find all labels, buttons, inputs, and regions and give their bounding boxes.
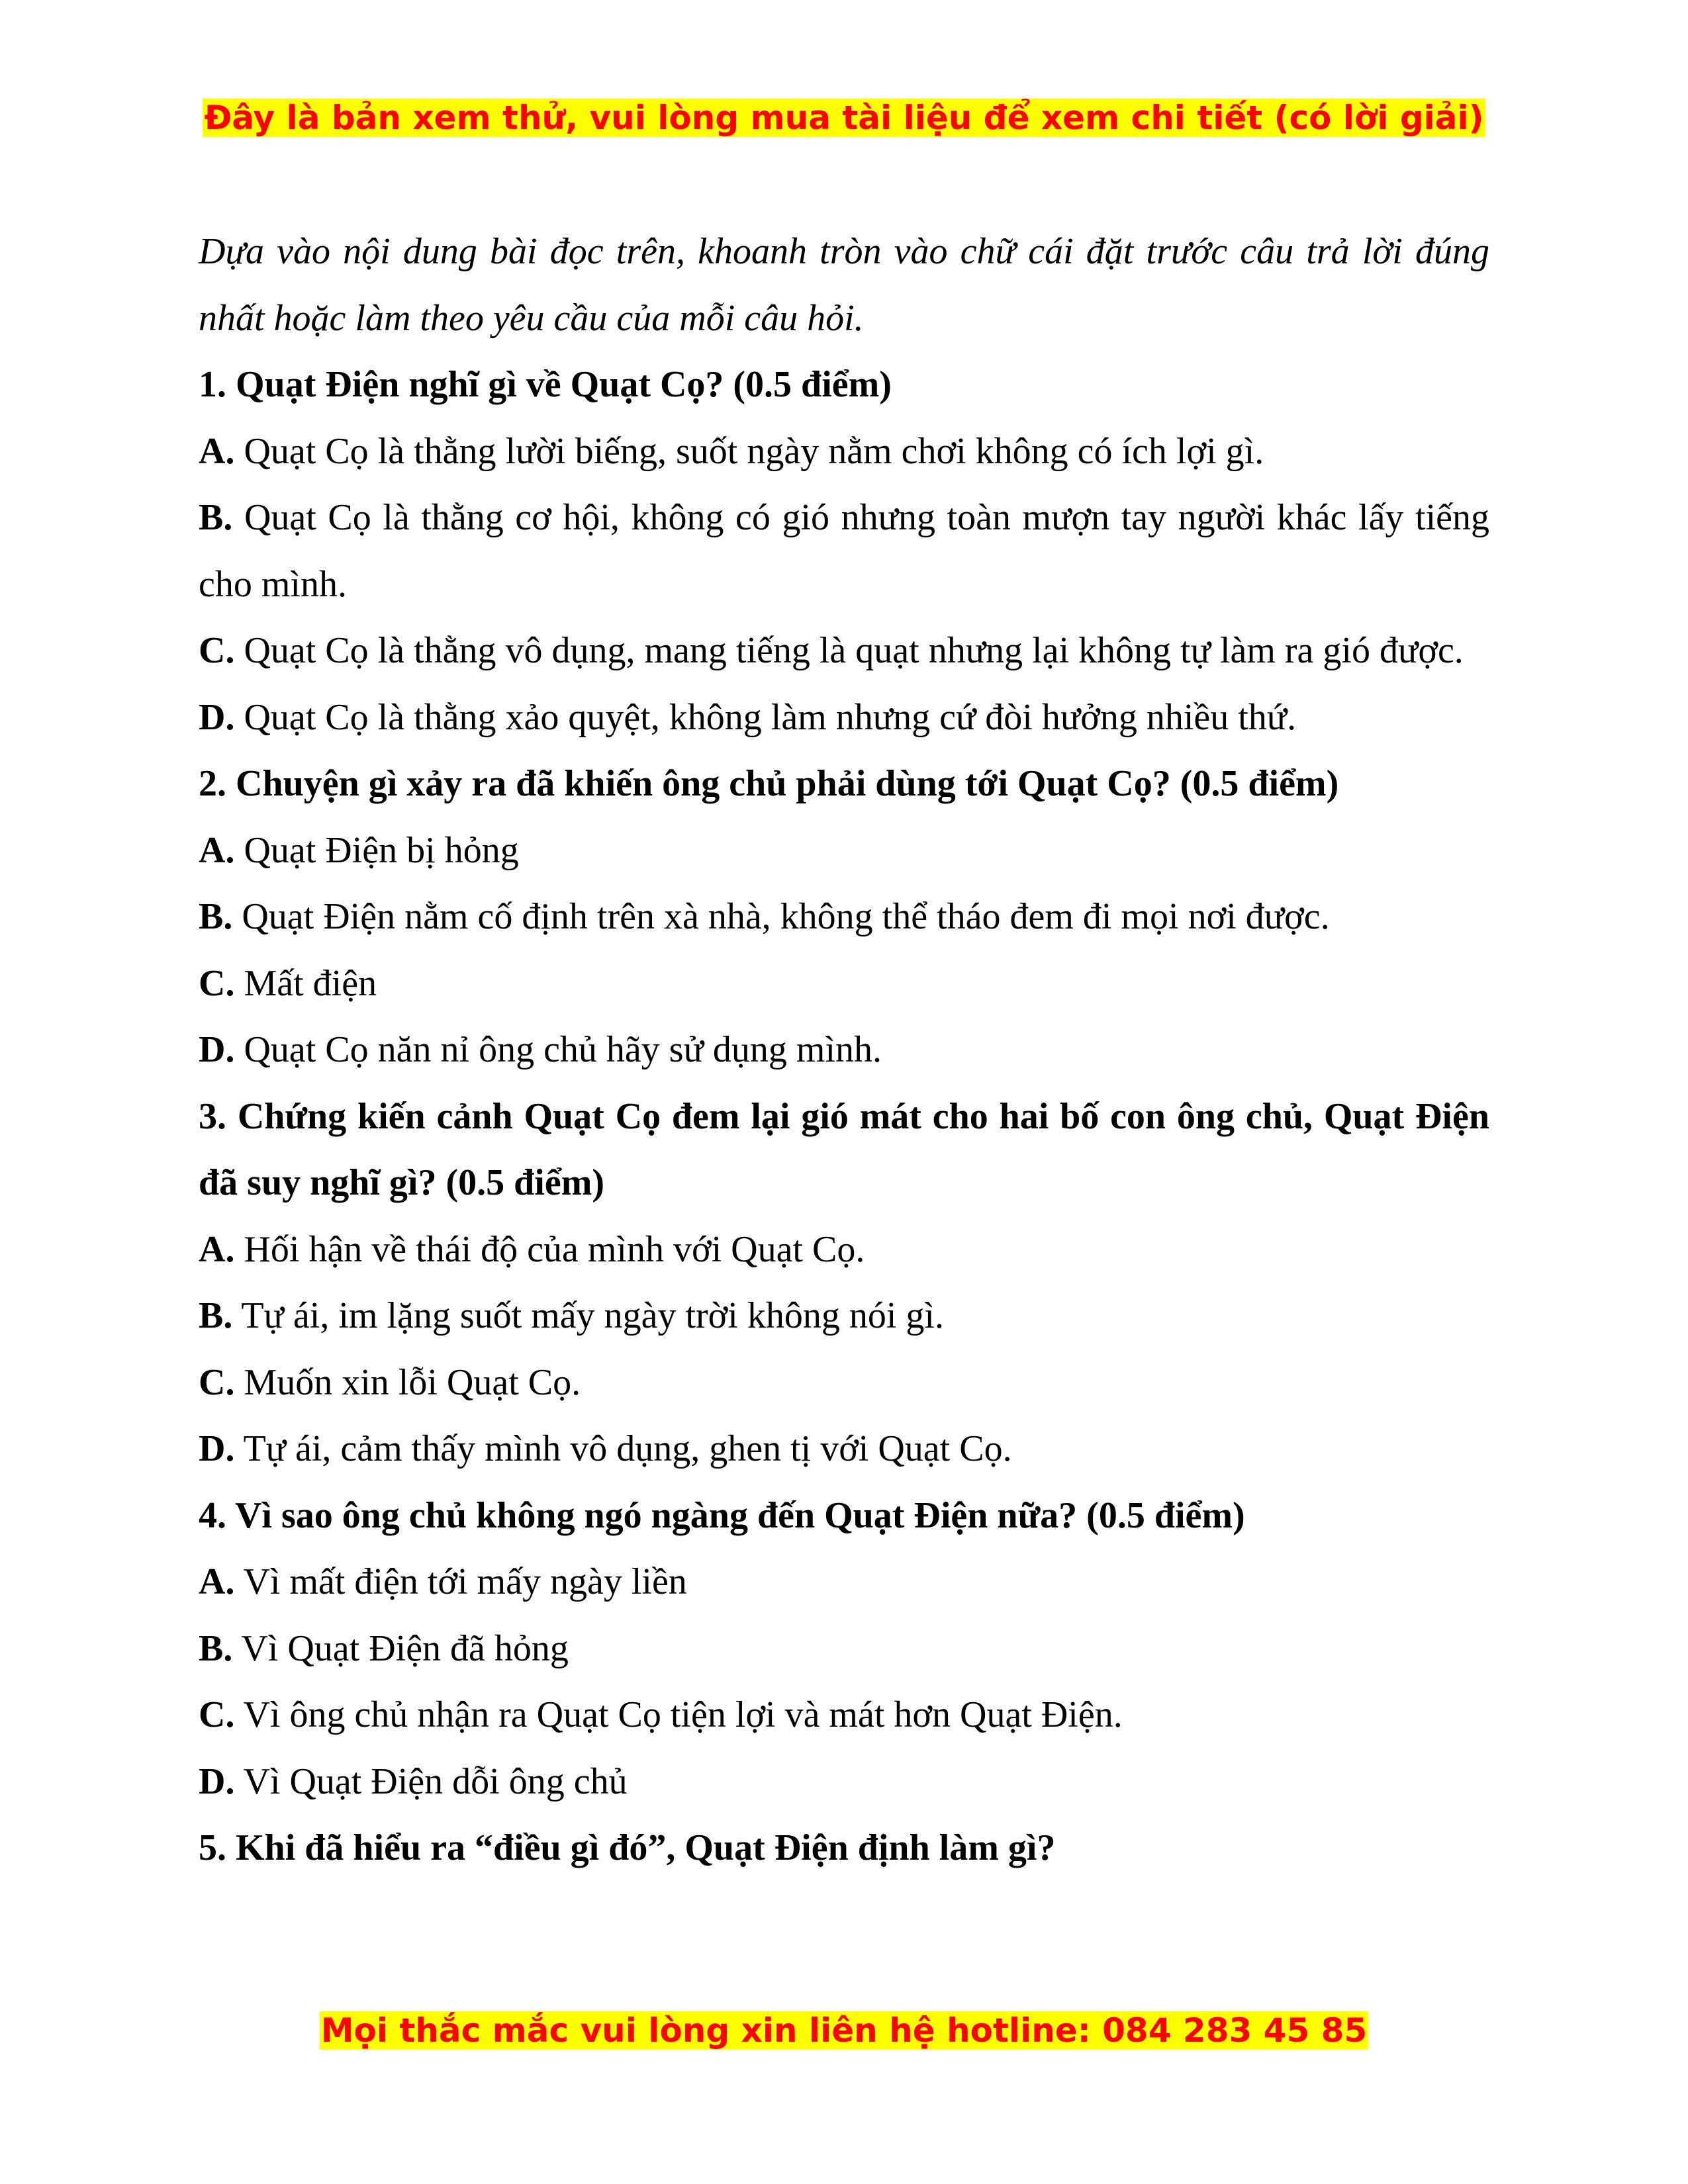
answer-option	[199, 1283, 1489, 1349]
option-letter: C.	[199, 630, 235, 671]
option-letter: A.	[199, 1228, 235, 1270]
question-title: 5. Khi đã hiểu ra “điều gì đó”, Quạt Điện định làm gì?	[199, 1827, 1056, 1868]
option-letter: B.	[199, 1295, 233, 1336]
answer-option	[199, 1349, 1489, 1416]
option-letter: C.	[199, 962, 235, 1004]
option-text: Quạt Cọ là thằng cơ hội, không có gió nhưng toàn mượn tay người khác lấy tiếng cho mình.	[199, 497, 1489, 605]
hotline-banner	[0, 2009, 1688, 2052]
option-letter: A.	[199, 430, 235, 472]
option-text: Quạt Cọ là thằng lười biếng, suốt ngày nằm chơi không có ích lợi gì.	[234, 430, 1264, 472]
hotline-text: Mọi thắc mắc vui lòng xin liên hệ hotline: 084 283 45 85	[320, 2011, 1368, 2050]
option-letter: C.	[199, 1694, 235, 1735]
question-title: 3. Chứng kiến cảnh Quạt Cọ đem lại gió mát cho hai bố con ông chủ, Quạt Điện đã suy nghĩ gì? (0.5 điểm)	[199, 1095, 1489, 1203]
option-text: Vì ông chủ nhận ra Quạt Cọ tiện lợi và mát hơn Quạt Điện.	[234, 1694, 1123, 1735]
answer-option	[199, 1749, 1489, 1815]
option-letter: A.	[199, 1561, 235, 1602]
answer-option	[199, 1682, 1489, 1749]
answer-option	[199, 617, 1489, 684]
option-text: Quạt Cọ năn nỉ ông chủ hãy sử dụng mình.	[234, 1029, 882, 1070]
answer-option	[199, 884, 1489, 950]
option-text: Vì Quạt Điện dỗi ông chủ	[234, 1760, 628, 1802]
answer-option	[199, 1017, 1489, 1083]
option-text: Quạt Điện nằm cố định trên xà nhà, không thể tháo đem đi mọi nơi được.	[232, 896, 1330, 937]
question-title: 1. Quạt Điện nghĩ gì về Quạt Cọ? (0.5 điểm)	[199, 364, 892, 405]
answer-option	[199, 1615, 1489, 1682]
option-text: Mất điện	[234, 962, 377, 1004]
option-letter: C.	[199, 1361, 235, 1403]
option-letter: B.	[199, 1627, 233, 1669]
document-body	[199, 218, 1489, 1882]
option-text: Tự ái, im lặng suốt mấy ngày trời không nói gì.	[232, 1295, 944, 1336]
option-text: Tự ái, cảm thấy mình vô dụng, ghen tị với Quạt Cọ.	[234, 1428, 1012, 1469]
option-text: Hối hận về thái độ của mình với Quạt Cọ.	[234, 1228, 865, 1270]
answer-option	[199, 1216, 1489, 1283]
option-letter: D.	[199, 1029, 235, 1070]
option-text: Muốn xin lỗi Quạt Cọ.	[234, 1361, 581, 1403]
option-letter: D.	[199, 696, 235, 738]
answer-option	[199, 418, 1489, 485]
option-letter: B.	[199, 896, 233, 937]
option-letter: B.	[199, 497, 233, 538]
option-letter: D.	[199, 1760, 235, 1802]
answer-option	[199, 484, 1489, 617]
answer-option	[199, 1416, 1489, 1482]
option-text: Vì mất điện tới mấy ngày liền	[234, 1561, 687, 1602]
question-title: 4. Vì sao ông chủ không ngó ngàng đến Quạt Điện nữa? (0.5 điểm)	[199, 1494, 1245, 1536]
preview-notice-text: Đây là bản xem thử, vui lòng mua tài liệu để xem chi tiết (có lời giải)	[204, 99, 1484, 137]
answer-option	[199, 950, 1489, 1017]
option-text: Quạt Điện bị hỏng	[234, 829, 519, 871]
option-text: Quạt Cọ là thằng vô dụng, mang tiếng là quạt nhưng lại không tự làm ra gió được.	[234, 630, 1464, 671]
option-text: Vì Quạt Điện đã hỏng	[232, 1627, 569, 1669]
answer-option	[199, 1549, 1489, 1615]
option-text: Quạt Cọ là thằng xảo quyệt, không làm nhưng cứ đòi hưởng nhiều thứ.	[234, 696, 1297, 738]
instruction-text: Dựa vào nội dung bài đọc trên, khoanh tròn vào chữ cái đặt trước câu trả lời đúng nhất hoặc làm theo yêu cầu của mỗi câu hỏi.	[199, 231, 1489, 339]
question-title: 2. Chuyện gì xảy ra đã khiến ông chủ phải dùng tới Quạt Cọ? (0.5 điểm)	[199, 763, 1339, 804]
answer-option	[199, 684, 1489, 751]
preview-notice-banner	[0, 97, 1688, 139]
option-letter: D.	[199, 1428, 235, 1469]
option-letter: A.	[199, 829, 235, 871]
answer-option	[199, 817, 1489, 884]
